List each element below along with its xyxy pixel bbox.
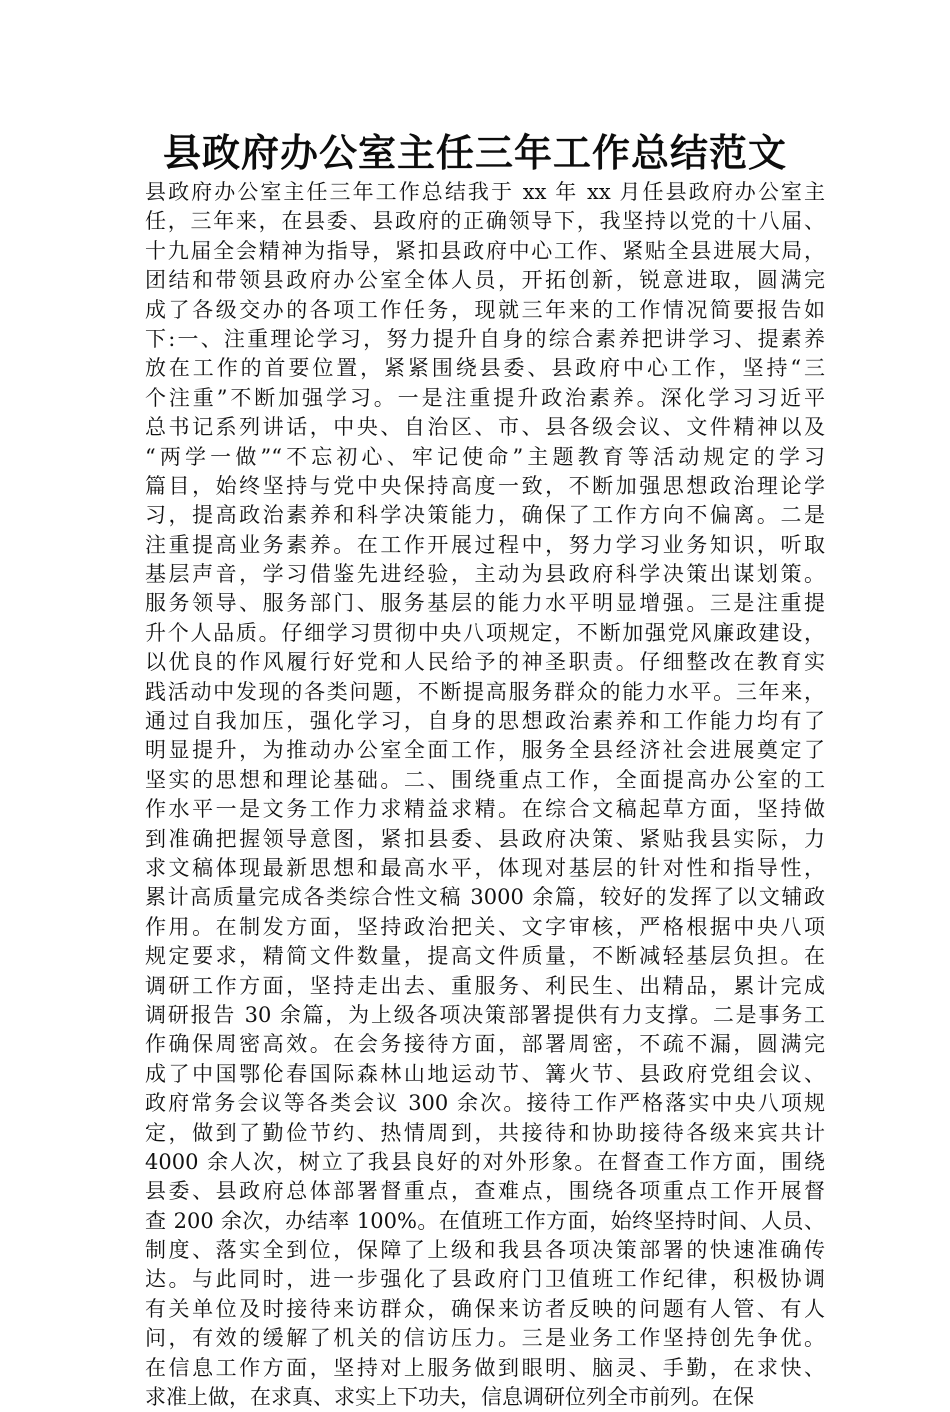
body-text-line: 4000 余人次，树立了我县良好的对外形象。在督查工作方面，围绕 (145, 1149, 825, 1174)
body-text-line: 习，提高政治素养和科学决策能力，确保了工作方向不偏离。二是 (145, 503, 825, 528)
body-text-line: 累计高质量完成各类综合性文稿 3000 余篇，较好的发挥了以文辅政 (145, 885, 825, 910)
body-text-line: 以优良的作风履行好党和人民给予的神圣职责。仔细整改在教育实 (145, 650, 825, 675)
body-text-line: 定，做到了勤俭节约、热情周到，共接待和协助接待各级来宾共计 (145, 1120, 825, 1145)
body-text-line: 通过自我加压，强化学习，自身的思想政治素养和工作能力均有了 (145, 709, 825, 734)
body-text-line: 团结和带领县政府办公室全体人员，开拓创新，锐意进取，圆满完 (145, 268, 825, 293)
body-text-line: 查 200 余次，办结率 100%。在值班工作方面，始终坚持时间、人员、 (145, 1208, 825, 1233)
body-text-line: 注重提高业务素养。在工作开展过程中，努力学习业务知识，听取 (145, 532, 825, 557)
body-text-line: 到准确把握领导意图，紧扣县委、县政府决策、紧贴我县实际，力 (145, 826, 825, 851)
body-text-line: 十九届全会精神为指导，紧扣县政府中心工作、紧贴全县进展大局， (145, 238, 825, 263)
body-text-line: 问，有效的缓解了机关的信访压力。三是业务工作坚持创先争优。 (145, 1326, 825, 1351)
body-text-line: 总书记系列讲话，中央、自治区、市、县各级会议、文件精神以及 (145, 415, 825, 440)
document-body (145, 178, 825, 1412)
body-text-line: 篇目，始终坚持与党中央保持高度一致，不断加强思想政治理论学 (145, 473, 825, 498)
body-text-line: 作水平一是文务工作力求精益求精。在综合文稿起草方面，坚持做 (145, 797, 825, 822)
body-text-line: 县委、县政府总体部署督重点，查难点，围绕各项重点工作开展督 (145, 1179, 825, 1204)
body-text-line: 有关单位及时接待来访群众，确保来访者反映的问题有人管、有人 (145, 1296, 825, 1321)
body-text-line: 任，三年来，在县委、县政府的正确领导下，我坚持以党的十八届、 (145, 209, 825, 234)
body-text-line: 明显提升，为推动办公室全面工作，服务全县经济社会进展奠定了 (145, 738, 825, 763)
body-text-line: 个注重”不断加强学习。一是注重提升政治素养。深化学习习近平 (145, 385, 825, 410)
body-text-line: 县政府办公室主任三年工作总结我于 xx 年 xx 月任县政府办公室主 (145, 180, 825, 204)
body-text-line: 践活动中发现的各类问题，不断提高服务群众的能力水平。三年来， (145, 679, 825, 704)
body-text-line: 调研报告 30 余篇，为上级各项决策部署提供有力支撑。二是事务工 (145, 1002, 825, 1027)
body-text-line: 求文稿体现最新思想和最高水平，体现对基层的针对性和指导性， (145, 855, 825, 880)
body-text-line: 成了各级交办的各项工作任务，现就三年来的工作情况简要报告如 (145, 297, 825, 322)
body-text-line: 达。与此同时，进一步强化了县政府门卫值班工作纪律，积极协调 (145, 1267, 825, 1292)
body-text-line: 基层声音，学习借鉴先进经验，主动为县政府科学决策出谋划策。 (145, 562, 825, 587)
body-text-line: 规定要求，精简文件数量，提高文件质量，不断减轻基层负担。在 (145, 944, 825, 969)
document-title: 县政府办公室主任三年工作总结范文 (162, 130, 787, 175)
body-text-line: 坚实的思想和理论基础。二、围绕重点工作，全面提高办公室的工 (145, 767, 825, 792)
body-text-line: 在信息工作方面，坚持对上服务做到眼明、脑灵、手勤，在求快、 (145, 1355, 825, 1380)
body-text-line: 下:一、注重理论学习，努力提升自身的综合素养把讲学习、提素养 (145, 326, 825, 351)
body-text-line: “两学一做”“不忘初心、牢记使命”主题教育等活动规定的学习 (145, 444, 825, 469)
body-text-line: 调研工作方面，坚持走出去、重服务、利民生、出精品，累计完成 (145, 973, 825, 998)
body-text-line: 成了中国鄂伦春国际森林山地运动节、篝火节、县政府党组会议、 (145, 1061, 825, 1086)
body-text-line: 放在工作的首要位置，紧紧围绕县委、县政府中心工作，坚持“三 (145, 356, 825, 381)
body-text-line: 升个人品质。仔细学习贯彻中央八项规定，不断加强党风廉政建设， (145, 620, 825, 645)
body-text-line: 作用。在制发方面，坚持政治把关、文字审核，严格根据中央八项 (145, 914, 825, 939)
body-text-line: 制度、落实全到位，保障了上级和我县各项决策部署的快速准确传 (145, 1238, 825, 1263)
body-text-line: 服务领导、服务部门、服务基层的能力水平明显增强。三是注重提 (145, 591, 825, 616)
body-text-line: 作确保周密高效。在会务接待方面，部署周密，不疏不漏，圆满完 (145, 1032, 825, 1057)
body-text-line: 政府常务会议等各类会议 300 余次。接待工作严格落实中央八项规 (145, 1091, 825, 1116)
body-text-line: 求准上做，在求真、求实上下功夫，信息调研位列全市前列。在保 (145, 1385, 754, 1410)
